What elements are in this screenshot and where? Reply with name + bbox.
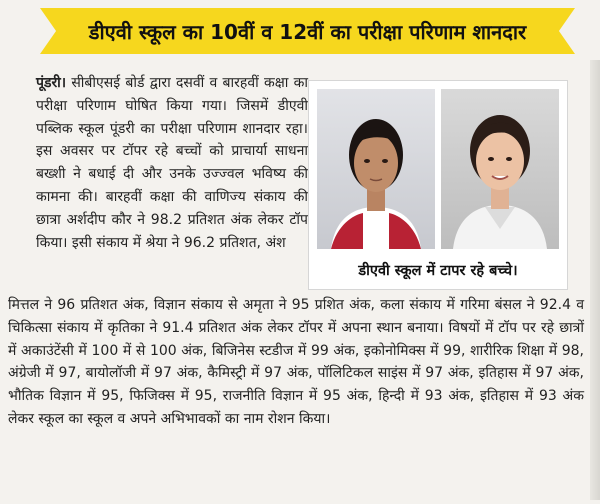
- student-portrait-2-icon: [441, 89, 559, 249]
- student-photo-2: [441, 89, 559, 249]
- photo-box: [308, 80, 568, 290]
- student-portrait-1-icon: [317, 89, 435, 249]
- student-photo-1: [317, 89, 435, 249]
- article-column-full: मित्तल ने 96 प्रतिशत अंक, विज्ञान संकाय से अमृता ने 95 प्रशित अंक, कला संकाय में गरिमा बंसल ने 92.4 व चिकित्सा संकाय में कृतिका ने 91.4 प्रतिशत अंक लेकर टॉपर में अपना स्थान बनाया। विषयों में टॉप पर रहे छात्रों में अकाउंटेंसी में 100 में से 100 अंक, बिजिनेस स्टडीज में 99 अंक, इकोनोमिक्स में 99, शारीरिक शिक्षा में 98, अंग्रेजी में 97, बायोलॉजी में 97 अंक, कैमिस्ट्री में 97 अंक, पॉलिटिकल साइंस में 97 अंक, इतिहास में 97 अंक, भौतिक विज्ञान में 95, फिजिक्स में 95, राजनीति विज्ञान में 95 अंक, हिन्दी में 93 अंक, इतिहास में 93 अंक लेकर स्कूल का स्कूल व अपने अभिभावकों का नाम रोशन किया।: [8, 297, 584, 427]
- photo-caption: डीएवी स्कूल में टापर रहे बच्चे।: [358, 263, 518, 279]
- page-edge: [590, 60, 600, 500]
- dateline: पूंडरी।: [36, 75, 67, 91]
- headline: डीएवी स्कूल का 10वीं व 12वीं का परीक्षा परिणाम शानदार: [88, 19, 527, 44]
- article-column-left: [36, 72, 308, 254]
- article-left-text: सीबीएसई बोर्ड द्वारा दसवीं व बारहवीं कक्षा का परीक्षा परिणाम घोषित किया गया। जिसमें डीएवी पब्लिक स्कूल पूंडरी का परीक्षा परिणाम शानदार रहा। इस अवसर पर टॉपर रहे बच्चों को प्राचार्या साधना बख्शी ने बधाई दी और उनके उज्ज्वल भविष्य की कामना की। बारहवीं कक्षा की वाणिज्य संकाय की छात्रा अर्शदीप कौर ने 98.2 प्रतिशत अंक लेकर टॉप किया। इसी संकाय में श्रेया ने 96.2 प्रतिशत, अंश: [36, 75, 308, 251]
